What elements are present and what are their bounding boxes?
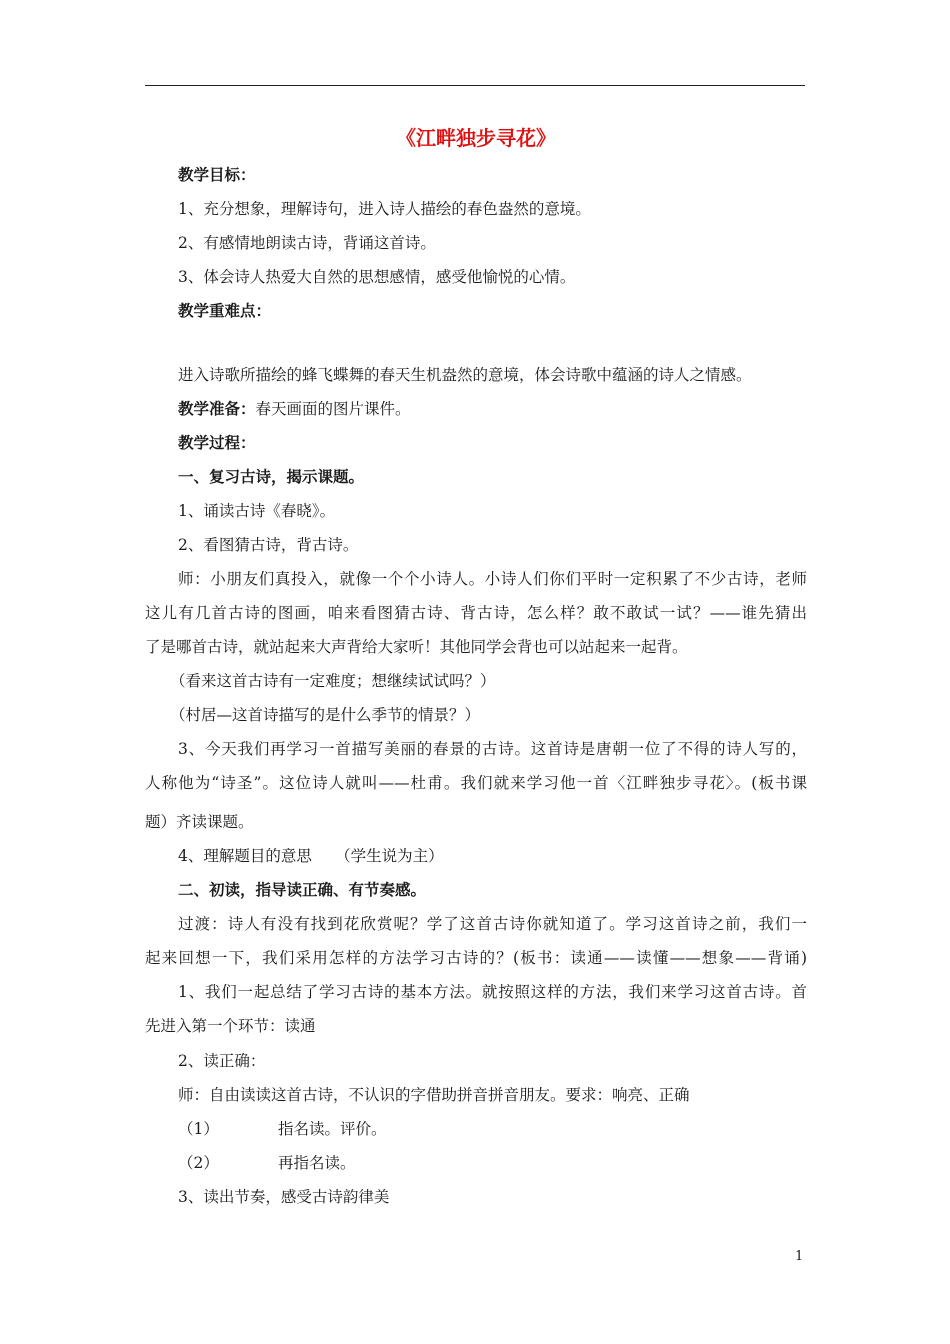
objective-2: 2、有感情地朗读古诗，背诵这首诗。 [178, 234, 436, 252]
step-1-3-line-1: 3、今天我们再学习一首描写美丽的春景的古诗。这首诗是唐朝一位了不得的诗人写的， [178, 740, 807, 758]
step-2-3: 3、读出节奏，感受古诗韵律美 [178, 1188, 390, 1206]
heading-preparation: 教学准备： [178, 399, 256, 418]
paragraph-teacher-1-line-3: 了是哪首古诗，就站起来大声背给大家听！其他同学会背也可以站起来一起背。 [145, 638, 688, 656]
section-2-heading: 二、初读，指导读正确、有节奏感。 [178, 880, 427, 899]
preparation-line [178, 399, 411, 419]
step-1-4: 4、理解题目的意思 （学生说为主） [178, 847, 444, 865]
sub-item-2 [178, 1153, 356, 1173]
section-1-heading: 一、复习古诗，揭示课题。 [178, 467, 365, 486]
key-points-text: 进入诗歌所描绘的蜂飞蝶舞的春天生机盎然的意境，体会诗歌中蕴涵的诗人之情感。 [178, 366, 752, 384]
step-1-2: 2、看图猜古诗，背古诗。 [178, 536, 359, 554]
note-2: （村居—这首诗描写的是什么季节的情景？） [170, 706, 481, 724]
note-1: （看来这首古诗有一定难度；想继续试试吗？） [170, 672, 496, 690]
teacher-instruction: 师：自由读读这首古诗，不认识的字借助拼音拼音朋友。要求：响亮、正确 [178, 1086, 690, 1104]
step-2-1-line-1: 1、我们一起总结了学习古诗的基本方法。就按照这样的方法，我们来学习这首古诗。首 [178, 983, 807, 1001]
paragraph-teacher-1-line-2: 这儿有几首古诗的图画，咱来看图猜古诗、背古诗，怎么样？敢不敢试一试？——谁先猜出 [145, 604, 807, 622]
step-1-1: 1、诵读古诗《春晓》。 [178, 502, 336, 520]
paragraph-teacher-1-line-1: 师：小朋友们真投入，就像一个个小诗人。小诗人们你们平时一定积累了不少古诗，老师 [178, 570, 807, 588]
sub-item-1 [178, 1119, 387, 1139]
header-rule [145, 85, 805, 86]
heading-key-points: 教学重难点： [178, 301, 272, 320]
heading-objectives: 教学目标： [178, 165, 256, 184]
objective-3: 3、体会诗人热爱大自然的思想感情，感受他愉悦的心情。 [178, 268, 576, 286]
document-title: 《江畔独步寻花》 [396, 126, 556, 150]
step-1-3-line-2: 人称他为“诗圣”。这位诗人就叫——杜甫。我们就来学习他一首〈江畔独步寻花〉。(板书课 [145, 774, 807, 792]
sub-item-1-number: （1） [178, 1120, 219, 1138]
page-number: 1 [795, 1249, 804, 1264]
transition-line-1: 过渡：诗人有没有找到花欣赏呢？学了这首古诗你就知道了。学习这首诗之前，我们一 [178, 915, 807, 933]
sub-item-2-text: 再指名读。 [278, 1154, 356, 1172]
step-2-1-line-2: 先进入第一个环节：读通 [145, 1017, 316, 1035]
sub-item-2-number: （2） [178, 1154, 219, 1172]
sub-item-1-text: 指名读。评价。 [278, 1120, 387, 1138]
heading-process: 教学过程： [178, 433, 256, 452]
step-2-2: 2、读正确： [178, 1052, 266, 1070]
transition-line-2: 起来回想一下，我们采用怎样的方法学习古诗的？(板书：读通——读懂——想象——背诵) [145, 949, 807, 967]
preparation-text: 春天画面的图片课件。 [255, 400, 411, 418]
objective-1: 1、充分想象，理解诗句，进入诗人描绘的春色盎然的意境。 [178, 200, 591, 218]
step-1-3-line-3: 题）齐读课题。 [145, 813, 254, 831]
